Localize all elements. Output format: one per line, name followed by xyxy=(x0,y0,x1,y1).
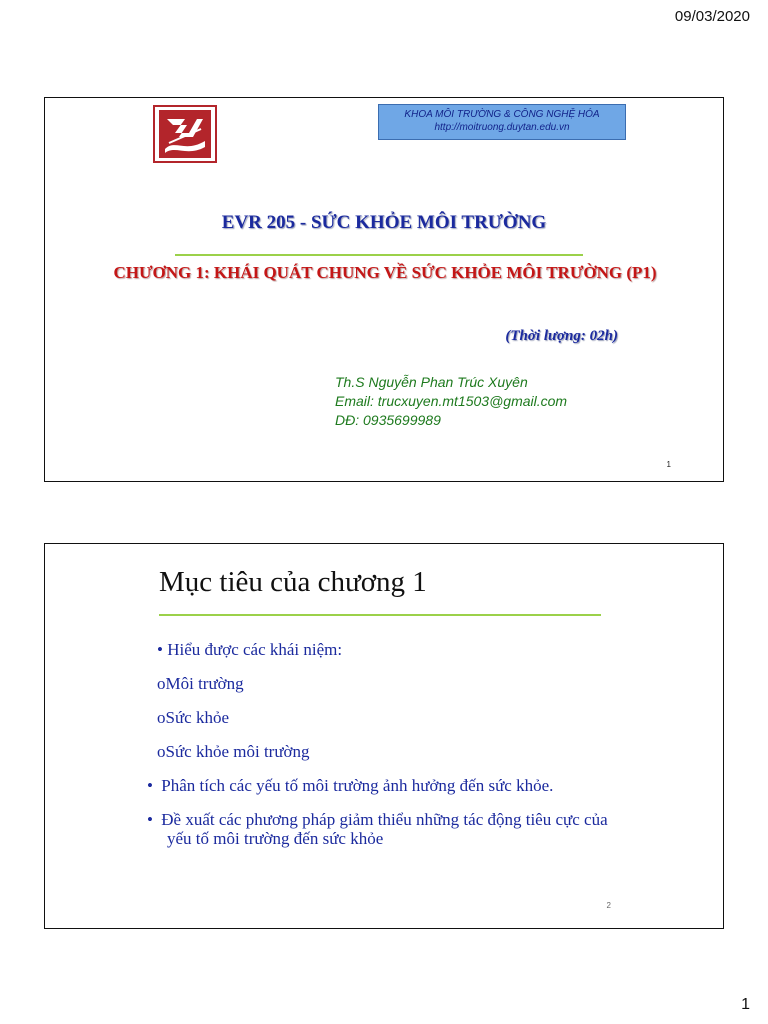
bullet-text: Sức khỏe xyxy=(165,708,230,727)
bullet-text: Hiểu được các khái niệm: xyxy=(162,640,343,659)
list-item xyxy=(157,742,627,761)
list-item xyxy=(157,708,627,727)
lecturer-name: Th.S Nguyễn Phan Trúc Xuyên xyxy=(335,374,528,390)
objectives-list xyxy=(147,640,627,863)
title-divider xyxy=(159,614,601,616)
slide-number: 1 xyxy=(666,460,671,469)
page-number: 1 xyxy=(741,996,750,1013)
department-url[interactable]: http://moitruong.duytan.edu.vn xyxy=(434,122,570,133)
lecturer-phone: DĐ: 0935699989 xyxy=(335,412,441,428)
department-banner xyxy=(378,104,626,140)
slide-title: Mục tiêu của chương 1 xyxy=(159,566,427,598)
duration: (Thời lượng: 02h) xyxy=(505,328,618,344)
slide-2 xyxy=(44,543,724,929)
slide-1 xyxy=(44,97,724,482)
bullet-text: Phân tích các yếu tố môi trường ảnh hưởng đến sức khỏe. xyxy=(157,776,554,795)
slide-number: 2 xyxy=(606,901,611,910)
bullet-text: Sức khỏe môi trường xyxy=(165,742,310,761)
title-divider xyxy=(175,254,583,256)
bullet-text: Đề xuất các phương pháp giảm thiểu những tác động tiêu cực của yếu tố môi trường đến sức khỏe xyxy=(157,810,608,848)
list-item: • Đề xuất các phương pháp giảm thiểu những tác động tiêu cực của yếu tố môi trường đến sức khỏe xyxy=(147,810,608,848)
university-logo-icon xyxy=(153,105,217,163)
bullet-mark: • xyxy=(157,640,163,659)
bullet-mark: o xyxy=(157,708,166,727)
bullet-mark: o xyxy=(157,742,166,761)
chapter-title: CHƯƠNG 1: KHÁI QUÁT CHUNG VỀ SỨC KHỎE MÔI TRƯỜNG (P1) xyxy=(113,263,657,282)
department-name: KHOA MÔI TRƯỜNG & CÔNG NGHỆ HÓA xyxy=(404,109,600,120)
page-date: 09/03/2020 xyxy=(674,8,750,25)
list-item: • Phân tích các yếu tố môi trường ảnh hưởng đến sức khỏe. xyxy=(147,776,554,795)
lecturer-contact xyxy=(335,373,567,430)
course-title: EVR 205 - SỨC KHỎE MÔI TRƯỜNG xyxy=(221,212,547,233)
bullet-text: Môi trường xyxy=(165,674,244,693)
list-item xyxy=(157,640,627,659)
bullet-mark: o xyxy=(157,674,166,693)
list-item xyxy=(157,674,627,693)
lecturer-email[interactable]: Email: trucxuyen.mt1503@gmail.com xyxy=(335,393,568,409)
